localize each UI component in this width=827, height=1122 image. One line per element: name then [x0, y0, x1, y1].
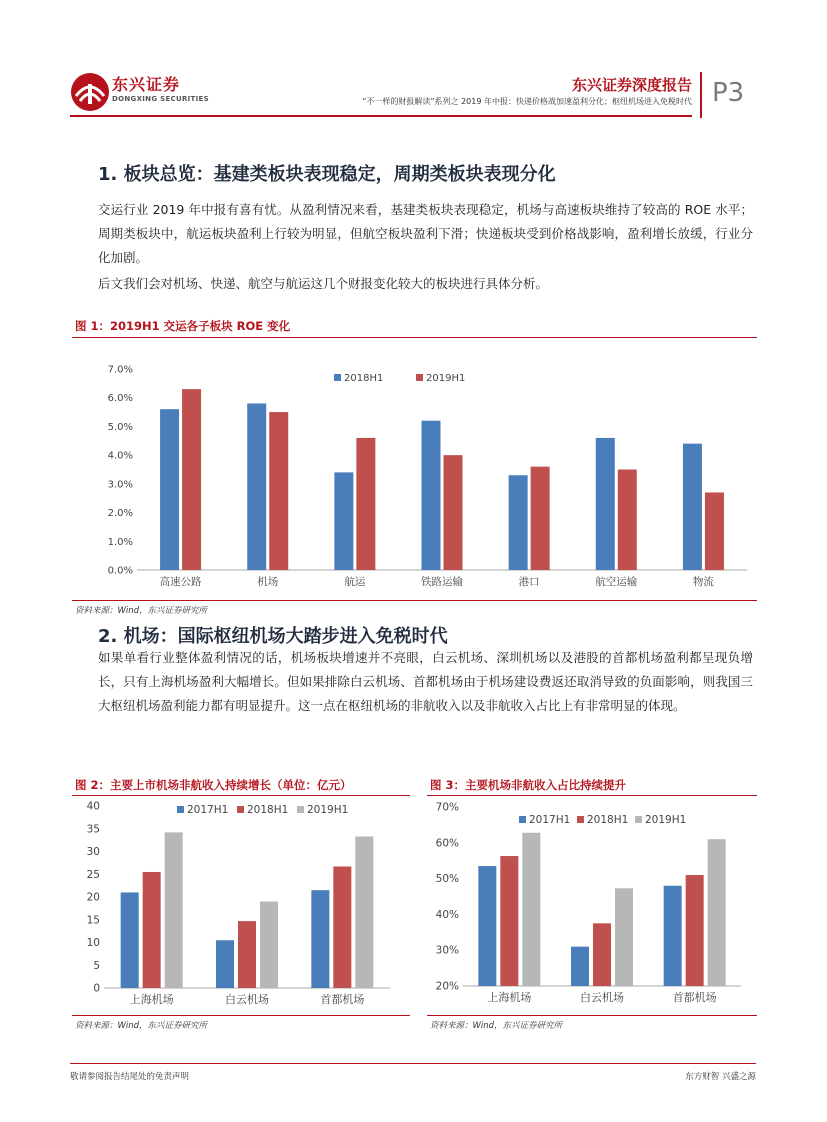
- y-tick-label: 30: [86, 846, 100, 858]
- figure2-caption-rule: [72, 795, 410, 796]
- header-rule: [70, 115, 692, 117]
- y-tick-label: 40%: [435, 908, 459, 921]
- y-tick-label: 5.0%: [107, 421, 133, 433]
- y-tick-label: 7.0%: [107, 364, 133, 376]
- footer-disclaimer-note: 敬请参阅报告结尾处的免责声明: [70, 1072, 190, 1082]
- x-category-label: 首都机场: [320, 993, 365, 1006]
- figure2-source: 资料来源：Wind，东兴证券研究所: [75, 1021, 208, 1031]
- logo-chinese-text: 东兴证券: [112, 75, 181, 94]
- footer-rule: [70, 1063, 756, 1064]
- bar-2019H1-上海机场: [165, 832, 183, 988]
- x-category-label: 上海机场: [487, 991, 532, 1004]
- figure1-caption: 图 1：2019H1 交运各子板块 ROE 变化: [75, 319, 291, 333]
- x-category-label: 机场: [257, 576, 279, 588]
- bar-2018H1-铁路运输: [422, 421, 441, 570]
- section2-heading: 2. 机场：国际枢纽机场大踏步进入免税时代: [98, 626, 448, 647]
- y-tick-label: 15: [86, 914, 100, 927]
- legend-label-2018H1: 2018H1: [247, 804, 289, 816]
- bar-2017H1-上海机场: [121, 892, 139, 988]
- bar-2018H1-首都机场: [333, 867, 351, 988]
- legend-swatch-2019H1: [635, 816, 642, 823]
- x-category-label: 白云机场: [225, 993, 269, 1006]
- section1-heading: 1. 板块总览：基建类板块表现稳定，周期类板块表现分化: [98, 164, 556, 185]
- figure3-source: 资料来源：Wind，东兴证券研究所: [430, 1021, 563, 1031]
- y-tick-label: 1.0%: [107, 536, 133, 548]
- legend-label-2018H1: 2018H1: [587, 814, 629, 826]
- bar-2019H1-高速公路: [182, 389, 201, 570]
- figure2-bottom-rule: [72, 1015, 410, 1016]
- x-category-label: 港口: [518, 576, 540, 588]
- y-tick-label: 25: [86, 868, 100, 881]
- y-tick-label: 10: [86, 937, 100, 949]
- legend-label-2018H1: 2018H1: [344, 373, 384, 384]
- bar-2019H1-航运: [356, 438, 375, 570]
- bar-2018H1-上海机场: [500, 856, 518, 986]
- y-tick-label: 0: [93, 982, 100, 995]
- legend-label-2019H1: 2019H1: [645, 814, 687, 826]
- section1-paragraph1: 交运行业 2019 年中报有喜有忧。从盈利情况来看，基建类板块表现稳定，机场与高速板块维持了较高的 ROE 水平；周期类板块中，航运板块盈利上行较为明显，但航空板块盈利下滑；快递板块受到价格战影响，盈利增长放缓，行业分化加剧。: [98, 202, 753, 265]
- bar-2017H1-白云机场: [216, 940, 234, 988]
- bar-2019H1-上海机场: [522, 833, 540, 986]
- y-tick-label: 5: [93, 959, 100, 972]
- bar-2017H1-白云机场: [571, 947, 589, 986]
- report-title: 东兴证券深度报告: [571, 76, 692, 94]
- bar-2017H1-首都机场: [311, 890, 329, 988]
- section1-paragraph2: 后文我们会对机场、快递、航空与航运这几个财报变化较大的板块进行具体分析。: [98, 276, 549, 291]
- figure1-caption-rule: [72, 337, 757, 338]
- y-tick-label: 20%: [435, 980, 459, 993]
- legend-label-2017H1: 2017H1: [187, 804, 229, 816]
- y-tick-label: 6.0%: [107, 393, 133, 405]
- x-category-label: 航空运输: [595, 576, 638, 588]
- y-tick-label: 50%: [435, 873, 459, 886]
- footer-slogan: 东方财智 兴盛之源: [685, 1072, 756, 1082]
- figure1-source: 资料来源：Wind，东兴证券研究所: [75, 606, 208, 616]
- header-separator: [700, 72, 702, 118]
- x-category-label: 上海机场: [129, 993, 174, 1006]
- bar-2018H1-高速公路: [160, 409, 179, 570]
- bar-2017H1-首都机场: [664, 886, 682, 986]
- figure3-caption-rule: [427, 795, 757, 796]
- legend-swatch-2017H1: [177, 806, 184, 813]
- bar-2018H1-机场: [247, 403, 266, 570]
- x-category-label: 高速公路: [159, 576, 202, 588]
- bar-2019H1-航空运输: [618, 470, 637, 571]
- bar-2018H1-航运: [334, 472, 353, 570]
- legend-swatch-2018H1: [237, 806, 244, 813]
- bar-2019H1-首都机场: [355, 836, 373, 988]
- bar-2018H1-首都机场: [686, 875, 704, 986]
- section2-paragraph: 如果单看行业整体盈利情况的话，机场板块增速并不亮眼，白云机场、深圳机场以及港股的首都机场盈利都呈现负增长，只有上海机场盈利大幅增长。但如果排除白云机场、首都机场由于机场建设费返还取消导致的负面影响，则我国三大枢纽机场盈利能力都有明显提升。这一点在枢纽机场的非航收入以及非航收入占比上有非常明显的体现。: [98, 650, 753, 713]
- y-tick-label: 20: [86, 891, 100, 904]
- y-tick-label: 30%: [435, 944, 459, 957]
- y-tick-label: 2.0%: [107, 508, 133, 520]
- page-number: P3: [712, 78, 745, 108]
- bar-2018H1-物流: [683, 444, 702, 570]
- figure3-caption: 图 3：主要机场非航收入占比持续提升: [430, 778, 627, 792]
- bar-2019H1-白云机场: [260, 902, 278, 988]
- bar-2019H1-物流: [705, 492, 724, 570]
- figure1-chart: [72, 340, 757, 600]
- y-tick-label: 0.0%: [107, 565, 133, 577]
- figure1-bottom-rule: [72, 600, 757, 601]
- legend-swatch-2019H1: [416, 374, 423, 381]
- bar-2018H1-上海机场: [143, 872, 161, 988]
- x-category-label: 铁路运输: [421, 576, 463, 588]
- legend-swatch-2018H1: [577, 816, 584, 823]
- bar-2019H1-机场: [269, 412, 288, 570]
- bar-2018H1-白云机场: [593, 923, 611, 986]
- legend-swatch-2019H1: [297, 806, 304, 813]
- x-category-label: 首都机场: [672, 991, 717, 1004]
- bar-2019H1-铁路运输: [444, 455, 463, 570]
- y-tick-label: 60%: [435, 837, 459, 850]
- legend-swatch-2018H1: [334, 374, 341, 381]
- bar-2019H1-港口: [531, 467, 550, 570]
- x-category-label: 物流: [692, 576, 714, 588]
- figure3-bottom-rule: [427, 1015, 757, 1016]
- legend-swatch-2017H1: [519, 816, 526, 823]
- bar-2018H1-白云机场: [238, 921, 256, 988]
- y-tick-label: 4.0%: [107, 450, 133, 462]
- report-series-subtitle: “不一样的财报解读”系列之 2019 年中报：快递价格战加速盈利分化；枢纽机场进入免税时代: [362, 97, 692, 106]
- bar-2019H1-首都机场: [708, 839, 726, 986]
- y-tick-label: 40: [86, 800, 100, 813]
- legend-label-2019H1: 2019H1: [426, 373, 466, 384]
- legend-label-2017H1: 2017H1: [529, 814, 571, 826]
- logo-english-text: DONGXING SECURITIES: [112, 95, 209, 103]
- figure2-caption: 图 2：主要上市机场非航收入持续增长（单位：亿元）: [75, 778, 352, 792]
- y-tick-label: 35: [86, 823, 100, 836]
- figure2-chart: [72, 797, 410, 1015]
- y-tick-label: 70%: [435, 801, 459, 814]
- legend-label-2019H1: 2019H1: [307, 804, 349, 816]
- y-tick-label: 3.0%: [107, 479, 133, 491]
- bar-2019H1-白云机场: [615, 888, 633, 986]
- x-category-label: 航运: [344, 576, 366, 588]
- x-category-label: 白云机场: [580, 991, 624, 1004]
- bar-2018H1-港口: [509, 475, 528, 570]
- bar-2017H1-上海机场: [478, 866, 496, 986]
- bar-2018H1-航空运输: [596, 438, 615, 570]
- figure3-chart: [427, 797, 757, 1015]
